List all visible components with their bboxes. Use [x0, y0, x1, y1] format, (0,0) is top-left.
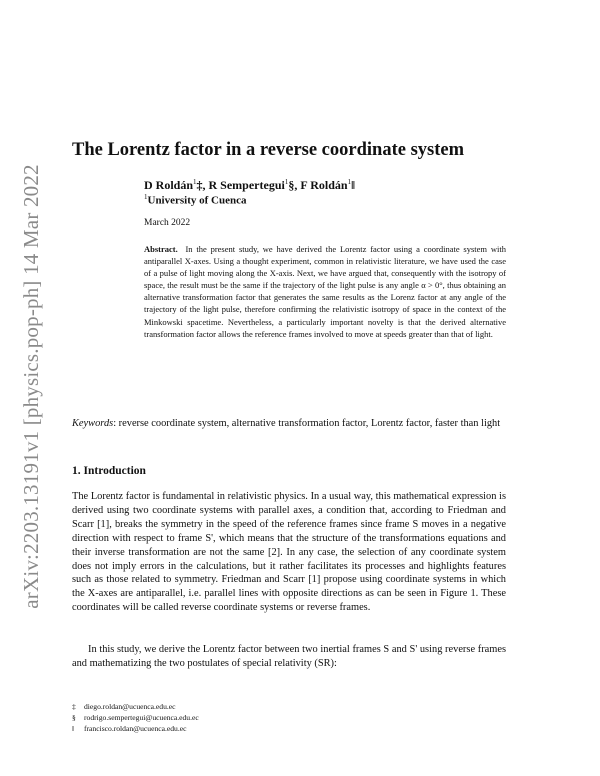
- footnote-mark: ‡: [72, 702, 76, 711]
- affiliation-name: University of Cuenca: [147, 194, 247, 207]
- author-footnote-mark: ‖: [351, 178, 355, 192]
- author-list: [144, 178, 355, 193]
- footnote-email-address: diego.roldan@ucuenca.edu.ec: [84, 702, 176, 711]
- author-name: D Roldán: [144, 178, 194, 192]
- keywords-label: Keywords: [72, 418, 114, 429]
- publication-date: March 2022: [144, 218, 191, 228]
- author-name: F Roldán: [300, 178, 348, 192]
- introduction-paragraph-2: In this study, we derive the Lorentz factor between two inertial frames S and S' using reverse frames and mathematizing the two postulates of special relativity (SR):: [72, 644, 506, 669]
- affiliation: [144, 193, 247, 207]
- author-separator: ,: [202, 178, 209, 192]
- author-separator: ,: [294, 178, 301, 192]
- affiliation-index: 1: [144, 193, 148, 201]
- author-footnote-mark: §: [288, 178, 295, 192]
- keywords: [72, 417, 506, 431]
- abstract: [144, 243, 506, 340]
- author-affiliation-index: 1: [284, 178, 289, 186]
- footnote-email-address: francisco.roldan@ucuenca.edu.ec: [84, 724, 187, 733]
- abstract-label: Abstract.: [144, 244, 178, 254]
- footnote-mark: §: [72, 713, 76, 722]
- author-affiliation-index: 1: [347, 178, 352, 186]
- introduction-paragraph-1: The Lorentz factor is fundamental in relativistic physics. In a usual way, this mathematical expression is derived using two coordinate systems with parallel axes, a condition that, according to Friedman and Scarr [1], breaks the symmetry in the speed of the reference frames since frame S moves in a negative direction with respect to frame S', which means that the structure of the transformations equations and their inverse transformation are not the same [2]. In any case, the selection of any coordinate system does not imply errors in the calculations, but it rather facilitates its processes and highlights features such as those related to symmetry. Friedman and Scarr [1] propose using coordinate systems in which the X-axes are antiparallel, i.e. parallel lines with opposite directions as can be seen in Figure 1. These coordinates will be called reverse coordinate systems or reverse frames.: [72, 491, 506, 614]
- footnote-email-address: rodrigo.sempertegui@ucuenca.edu.ec: [84, 713, 199, 722]
- author-name: R Sempertegui: [208, 178, 285, 192]
- footnote-email: [72, 723, 506, 734]
- abstract-text: In the present study, we have derived the Lorentz factor using a coordinate system with antiparallel X-axes. Using a thought experiment, common in relativistic literature, we have used the case of a pulse of light moving along the X-axis. Next, we have argued that, consequently with the isotropy of space, the result must be the same if the trajectory of the light pulse is any angle α > 0°, thus obtaining an alternative transformation factor that generates the same results as the Lorenz factor at any angle of the trajectory of the light pulse, therefore confirming the relativistic isotropy of space in the context of the Minkowski spacetime. Nevertheless, a particularly important novelty is that the derived alternative transformation factor allows the reference frames involved to move at speeds greater than that of light.: [144, 244, 506, 339]
- footnote-mark: ‖: [72, 724, 75, 733]
- paper-title: The Lorentz factor in a reverse coordinate system: [72, 140, 465, 160]
- arxiv-identifier-text: arXiv:2203.13191v1 [physics.pop-ph] 14 Mar 2022: [18, 163, 43, 609]
- footnote-email: [72, 712, 506, 723]
- author-affiliation-index: 1: [193, 178, 197, 186]
- footnotes: [72, 701, 506, 734]
- keywords-text: : reverse coordinate system, alternative transformation factor, Lorentz factor, faster than light: [113, 418, 501, 429]
- section-heading-introduction: 1. Introduction: [72, 465, 146, 477]
- footnote-email: [72, 701, 506, 712]
- author-footnote-mark: ‡: [196, 178, 203, 192]
- arxiv-identifier-watermark: [14, 163, 48, 609]
